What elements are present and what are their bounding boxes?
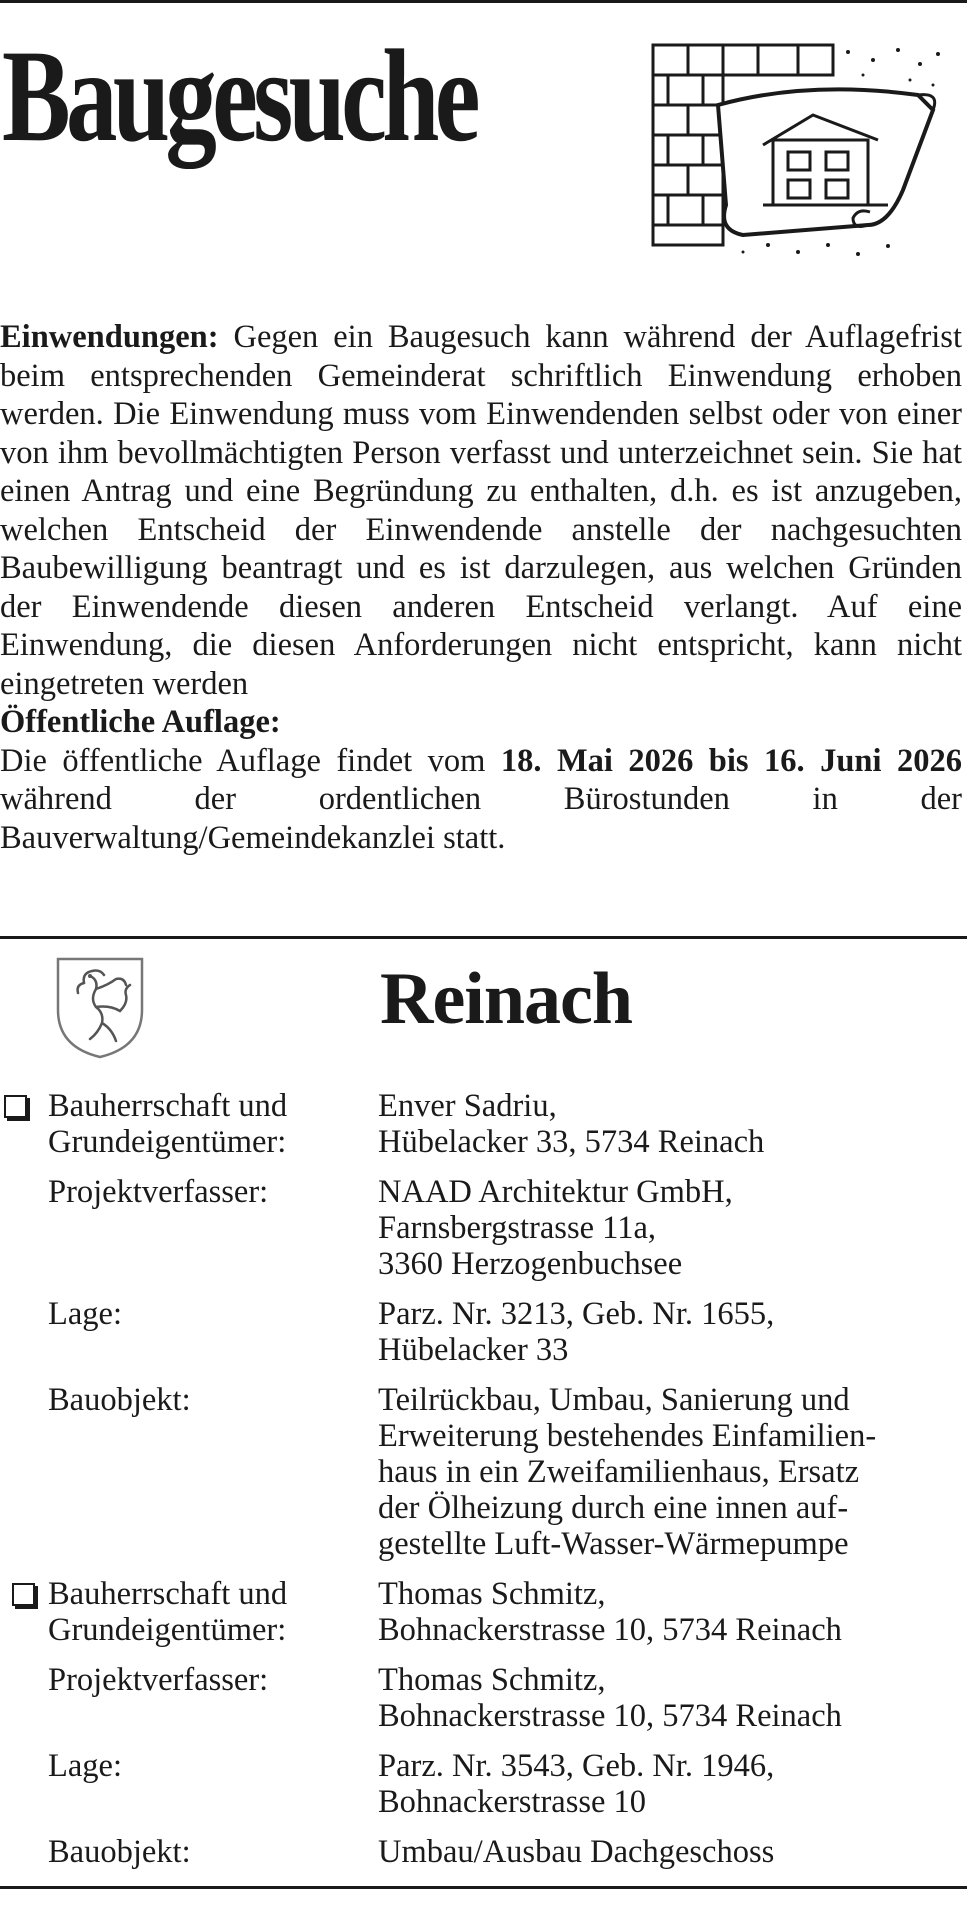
display-period: 18. Mai 2026 bis 16. Juni 2026 <box>500 742 962 779</box>
field-row <box>0 1174 967 1282</box>
application-2 <box>0 1576 967 1870</box>
objections-text: Gegen ein Baugesuch kann während der Auflagefrist beim entsprechenden Gemeinderat schriftlich Einwendung erhoben werden. Die Einwendung muss vom Einwendenden selbst oder von einer von ihm bevollmächtigten Person verfasst und unterzeichnet sein. Sie hat einen Antrag und eine Begründung zu enthalten, d.h. es ist anzugeben, welchen Entscheid der Einwendende anstelle der nachgesuchten Baubewilligung beantragt und es ist darzulegen, aus welchen Gründen der Einwendende diesen anderen Entscheid verlangt. Auf eine Einwendung, die diesen Anforderungen nicht entspricht, kann nicht eingetreten werden <box>0 319 962 702</box>
applications-list <box>0 1088 967 1884</box>
top-rule <box>0 0 967 3</box>
field-label: Projektverfasser: <box>48 1662 269 1698</box>
field-label: Projektverfasser: <box>48 1174 269 1210</box>
display-text-before: Die öffentliche Auflage findet vom <box>0 742 501 779</box>
field-value: Thomas Schmitz, Bohnackerstrasse 10, 5734 Reinach <box>378 1576 842 1648</box>
field-value: Thomas Schmitz, Bohnackerstrasse 10, 5734 Reinach <box>378 1662 842 1734</box>
field-value: Teilrückbau, Umbau, Sanierung und Erweiterung bestehendes Einfamilien- haus in ein Zweifamilienhaus, Ersatz der Ölheizung durch eine innen auf- gestellte Luft-Wasser-Wärmepumpe <box>378 1382 877 1562</box>
field-label: Bauobjekt: <box>48 1382 191 1418</box>
checkbox-icon <box>4 1095 27 1118</box>
field-label: Bauherrschaft und Grundeigentümer: <box>48 1088 288 1160</box>
application-1 <box>0 1088 967 1562</box>
field-row <box>0 1576 967 1648</box>
field-value: Parz. Nr. 3213, Geb. Nr. 1655, Hübelacker 33 <box>378 1296 775 1368</box>
field-row <box>0 1748 967 1820</box>
objections-label: Einwendungen: <box>0 319 219 355</box>
field-value: Parz. Nr. 3543, Geb. Nr. 1946, Bohnackerstrasse 10 <box>378 1748 775 1820</box>
reinach-lion-crest-icon <box>54 955 146 1060</box>
field-label: Lage: <box>48 1296 122 1332</box>
bottom-rule <box>0 1886 967 1889</box>
house-plan-scroll-illustration-icon <box>648 40 948 260</box>
municipality-name: Reinach <box>380 958 632 1040</box>
section-divider <box>0 936 967 939</box>
field-label: Bauobjekt: <box>48 1834 191 1870</box>
field-label: Bauherrschaft und Grundeigentümer: <box>48 1576 288 1648</box>
field-row <box>0 1834 967 1870</box>
field-row <box>0 1382 967 1562</box>
public-display-label: Öffentliche Auflage: <box>0 704 281 740</box>
intro-section <box>0 318 962 857</box>
field-row <box>0 1088 967 1160</box>
display-text-after: während der ordentlichen Bürostunden in der Bauverwaltung/Gemeindekanzlei statt. <box>0 781 962 856</box>
field-row <box>0 1296 967 1368</box>
objections-paragraph <box>0 318 962 703</box>
field-label: Lage: <box>48 1748 122 1784</box>
page-title: Baugesuche <box>2 22 476 169</box>
public-display-paragraph <box>0 742 962 858</box>
field-row <box>0 1662 967 1734</box>
field-value: Umbau/Ausbau Dachgeschoss <box>378 1834 775 1870</box>
field-value: Enver Sadriu, Hübelacker 33, 5734 Reinach <box>378 1088 765 1160</box>
field-value: NAAD Architektur GmbH, Farnsbergstrasse 11a, 3360 Herzogenbuchsee <box>378 1174 733 1282</box>
checkbox-icon <box>12 1583 35 1606</box>
